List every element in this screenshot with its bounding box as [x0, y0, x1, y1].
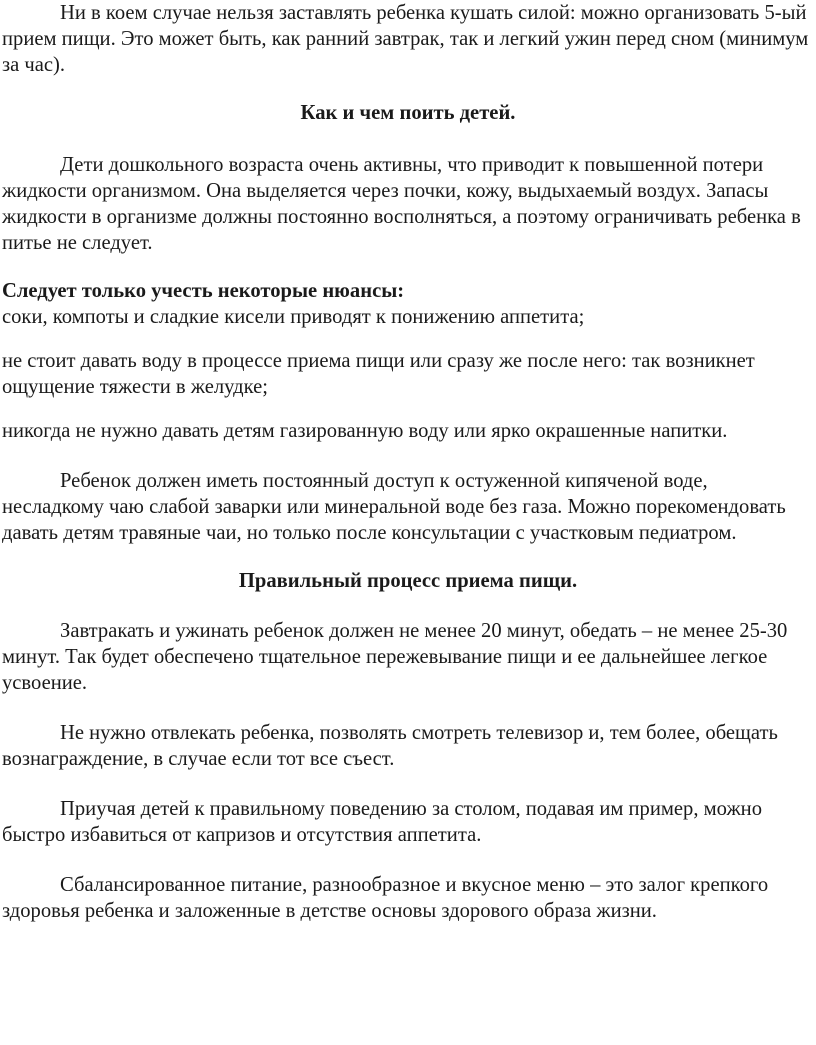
heading-drinking: Как и чем поить детей. [300, 102, 516, 124]
nuances-heading: Следует только учесть некоторые нюансы: [2, 280, 405, 302]
nuance-item: никогда не нужно давать детям газированную воду или ярко окрашенные напитки. [2, 420, 728, 442]
paragraph-fluid-loss: Дети дошкольного возраста очень активны, что приводит к повышенной потери жидкости организмом. Она выделяется через почки, кожу, выдыхаемый воздух. Запасы жидкости в организме должны постоянно восполняться, а поэтому ограничивать ребенка в питье не следует. [2, 154, 801, 254]
nuance-item: не стоит давать воду в процессе приема пищи или сразу же после него: так возникнет ощущение тяжести в желудке; [2, 350, 755, 398]
paragraph-balanced-diet: Сбалансированное питание, разнообразное и вкусное меню – это залог крепкого здоровья ребенка и заложенные в детстве основы здорового образа жизни. [2, 874, 769, 922]
paragraph-water-access: Ребенок должен иметь постоянный доступ к остуженной кипяченой воде, несладкому чаю слабой заварки или минеральной воде без газа. Можно порекомендовать давать детям травяные чаи, но только после консультации с участковым педиатром. [2, 470, 786, 544]
heading-eating-process: Правильный процесс приема пищи. [238, 570, 578, 592]
paragraph-no-distractions: Не нужно отвлекать ребенка, позволять смотреть телевизор и, тем более, обещать вознаграждение, в случае если тот все съест. [2, 722, 778, 770]
paragraph-table-manners: Приучая детей к правильному поведению за столом, подавая им пример, можно быстро избавиться от капризов и отсутствия аппетита. [2, 798, 762, 846]
document-page [2, 0, 814, 924]
nuance-item: соки, компоты и сладкие кисели приводят к понижению аппетита; [2, 306, 585, 328]
paragraph-forced-feeding: Ни в коем случае нельзя заставлять ребенка кушать силой: можно организовать 5-ый прием пищи. Это может быть, как ранний завтрак, так и легкий ужин перед сном (минимум за час). [2, 2, 809, 76]
paragraph-meal-duration: Завтракать и ужинать ребенок должен не менее 20 минут, обедать – не менее 25-30 минут. Так будет обеспечено тщательное пережевывание пищи и ее дальнейшее легкое усвоение. [2, 620, 788, 694]
